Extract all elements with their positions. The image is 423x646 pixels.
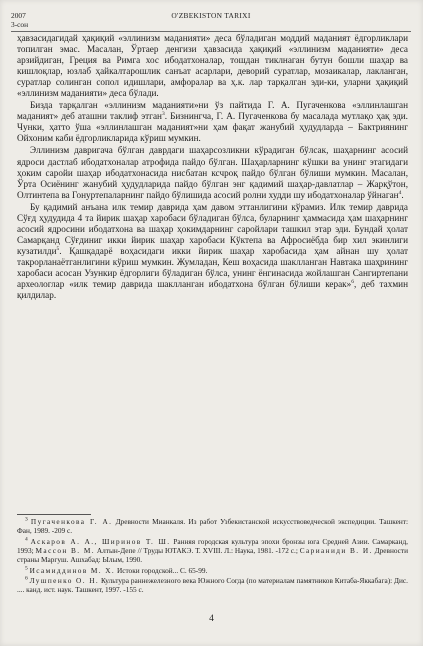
running-header xyxy=(11,11,411,33)
footnote-text-3: Древности страны Маргуш. Ашхабад: Ылым, 1990. xyxy=(17,546,409,565)
paragraph-2-text-rest: . Бизнингча, Г. А. Пугаченкова бу масалада мутлақо ҳақ эди. Чунки, ҳатто ўша «эллинлашган маданият»ни ҳам фақат жанубий ҳудудларда – Бактриянинг Ойхоним каби ёдгорликларида кўриш мумкин. xyxy=(17,111,408,144)
footnote-text-2: Алтын-Депе // Труды ЮТАКЭ. Т. XVIII. Л.: Наука, 1981. -172 с.; xyxy=(94,546,300,556)
footnote-ref-5: 5 xyxy=(56,245,60,252)
journal-title: O'ZBEKISTON TARIXI xyxy=(171,11,251,20)
footnote-text: Культура раннежелезного века Южного Согда (по материалам памятников Китаба-Яккабага): Дис. .... канд. ист. наук. Ташкент, 1997. -155 с. xyxy=(17,576,408,595)
paragraph-4-text-rest: . Қашқадарё воҳасидаги икки йирик шаҳар харобасида ҳам айнан шу ҳолат такрорланаётганлигини кўриш мумкин. Жумладан, Кеш воҳасида шаклланган Навтака шаҳрининг харобаси асосан Узункир ёдгорлиги бўладиган бўлса, унинг ёнгинасида жойлашган Сангиртепани археологлар «илк темир даврида шаклланган ибодатхона бўлган бўлиши керак» xyxy=(17,245,408,290)
footnote-6 xyxy=(17,576,408,595)
paragraph-3-text: Эллинизм давригача бўлган даврдаги шаҳарсозликни кўрадиган бўлсак, шаҳарнинг асосий ядроси дастлаб ибодатхоналар атрофида пайдо бўлган. Шаҳарларнинг кўшки ва унинг этагидаги ҳоким саройи шаҳар ибодатхонасида нисбатан ксчроқ пайдо бўлган бўлиши мумкин. Масалан, Ўрта Осиёнинг жанубий ҳудудларида пайдо бўлган энг қадимий шаҳар-давлатлар – Жарқўтон, Олтинтепа ва Гонуртепаларнинг пайдо бўлишида асосий ролни худди шу ибодатхоналар ўйнаган xyxy=(17,145,408,200)
paragraph-2 xyxy=(17,100,408,144)
footnotes xyxy=(17,517,408,595)
footnote-separator xyxy=(17,514,91,515)
footnote-author: Исамиддинов М. Х. xyxy=(29,565,116,575)
paragraph-4-text-end: , деб тахмин қилдилар. xyxy=(17,279,408,301)
header-rule xyxy=(11,31,411,32)
footnote-3 xyxy=(17,517,408,536)
footnote-number: 3 xyxy=(25,516,28,523)
footnote-number: 5 xyxy=(25,565,28,572)
paragraph-3-text-rest: . xyxy=(401,189,404,200)
footnote-ref-3: 3 xyxy=(161,111,165,118)
paragraph-1: ҳавзасидагидай ҳақиқий «эллинизм маданияти» деса бўладиган моддий маданият ёдгорликлари топилган эмас. Масалан, Ўртаер денгизи ҳавзасида ҳақиқий «эллинизм маданияти» деса арзийдиган, Греция ва Римга хос ибодатхоналар, тошдан тиклнаган бутун бошли шаҳар ва кишлоқлар, юзлаб ҳайкалтарошлик санъат асарлари, деворий суратлар, мозаикалар, лакланган, суратлар солинган сопол идишлари, амфоралар ва ҳ.к. лар тарқалган эди-ки, уларни ҳақиқий «эллинизм маданияти» деса бўлади. xyxy=(17,33,408,99)
footnote-ref-4: 4 xyxy=(398,189,402,196)
article-body xyxy=(17,33,408,301)
page-number: 4 xyxy=(209,614,214,624)
footnote-ref-6: 6 xyxy=(351,278,354,285)
footnote-4 xyxy=(17,537,408,565)
paragraph-4 xyxy=(17,202,408,301)
footnote-text: Ранняя городская культура эпохи бронзы юга Средней Азии. Самарканд, 1993; xyxy=(17,536,408,556)
footnote-text: Древности Мианкаля. Из работ Узбекистанской искусствоведческой экспедиции. Ташкент: Фан, 1989. -209 с. xyxy=(17,517,409,536)
paragraph-4-text: Бу қадимий анъана илк темир даврида ҳам давом эттанлигини кўрамиз. Илк темир даврида Сўғд ҳудудида 4 та йирик шаҳар харобаси бўладиган бўлса, буларнинг ҳаммасида ҳам шаҳарнинг асосий ядросини ибодатхона ва шаҳар ҳокимдарнинг саройлари ташкил этар эди. Бундай ҳолат Самарқанд Сўғдиниг икки йирик шаҳар харобаси Кўктепа ва Афросиёбда бир хил экинлиги кузатилди xyxy=(17,201,408,256)
footnote-author-3: Сарианиди В. И. xyxy=(299,546,373,556)
footnote-author: Аскаров А. А., Ширинов Т. Ш. xyxy=(30,536,171,546)
paragraph-2-text: Бизда тарқалган «эллинизм маданияти»ни ўз пайтида Г. А. Пугаченкова «эллинлашган маданият» деб аташни таклиф этган xyxy=(17,100,408,122)
footnote-author: Лушпенко О. Н. xyxy=(29,576,100,586)
footnote-text: Истоки городской... С. 65-99. xyxy=(115,565,208,575)
paragraph-3 xyxy=(17,145,408,200)
footnote-author: Пугаченкова Г. А. xyxy=(30,517,113,526)
header-issue: 3-сон xyxy=(11,20,29,29)
header-year: 2007 xyxy=(11,11,26,20)
footnote-author-2: Массон В. М. xyxy=(35,546,95,556)
footnote-5 xyxy=(17,566,408,575)
footnote-number: 6 xyxy=(25,575,28,582)
footnote-number: 4 xyxy=(25,536,28,543)
